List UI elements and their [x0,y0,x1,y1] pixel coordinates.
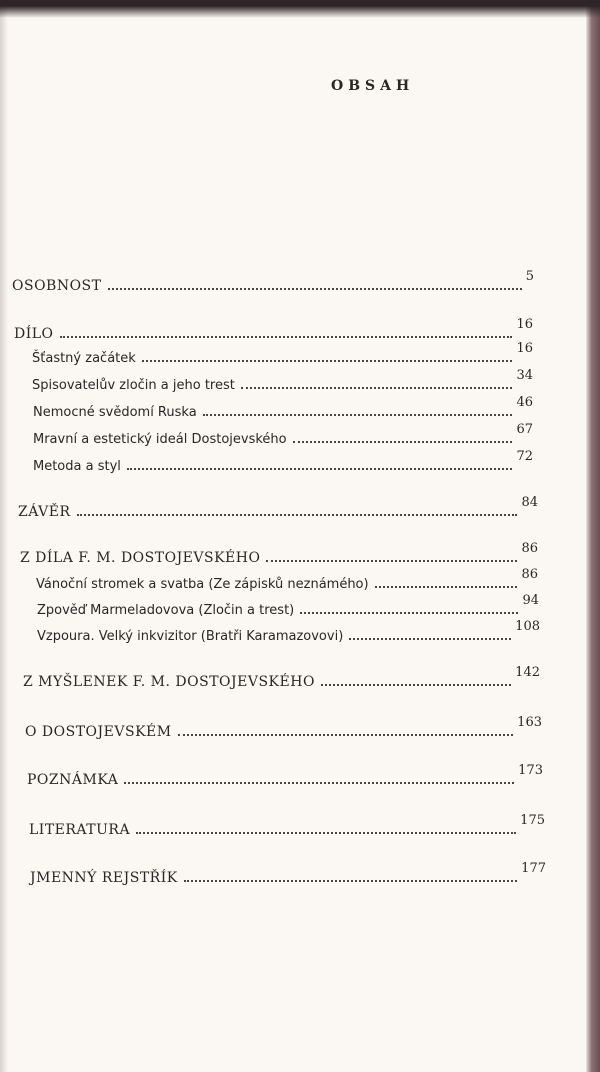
top-shadow [0,0,600,18]
toc-entry-osobnost [12,268,534,294]
toc-entry-label: Vánoční stromek a svatba (Ze zápisků neznámého) [36,577,369,592]
toc-entry-label: LITERATURA [29,822,131,838]
toc-entry-page: 34 [516,368,533,383]
toc-entry-label: OSOBNOST [12,278,102,294]
toc-entry-vanocni-stromek [36,566,538,592]
dot-leader [77,514,518,516]
toc-entry-label: Mravní a estetický ideál Dostojevského [33,432,287,447]
toc-entry-label: Nemocné svědomí Ruska [33,405,197,420]
toc-entry-page: 163 [517,715,542,730]
toc-entry-label: O DOSTOJEVSKÉM [25,724,172,740]
dot-leader [241,387,513,389]
toc-entry-page: 16 [516,341,533,356]
toc-entry-page: 5 [525,269,534,284]
toc-entry-page: 86 [521,567,538,582]
dot-leader [375,586,518,588]
dot-leader [142,360,513,362]
dot-leader [349,638,511,640]
dot-leader [136,832,516,834]
toc-entry-label: Metoda a styl [33,459,121,474]
toc-entry-label: POZNÁMKA [27,772,119,788]
toc-entry-label: Z DÍLA F. M. DOSTOJEVSKÉHO [20,550,261,566]
toc-entry-page: 16 [516,317,533,332]
toc-entry-metoda-a-styl [33,448,533,474]
dot-leader [127,468,513,470]
toc-entry-page: 177 [521,861,546,876]
dot-leader [124,782,514,784]
toc-entry-label: JMENNÝ REJSTŘÍK [30,870,178,886]
toc-entry-spisovateluv-zlocin [32,367,533,393]
toc-title: OBSAH [331,78,415,94]
toc-entry-stastny-zacatek [32,340,533,366]
toc-entry-jmenny-rejstrik [30,860,546,886]
book-spine [586,0,600,1072]
toc-entry-page: 173 [518,763,543,778]
toc-entry-page: 94 [522,593,539,608]
toc-entry-label: Spisovatelův zločin a jeho trest [32,378,235,393]
toc-entry-label: Vzpoura. Velký inkvizitor (Bratři Karamazovovi) [37,629,344,644]
toc-entry-mravni-ideal [33,421,533,447]
toc-entry-nemocne-svedomi [33,394,533,420]
toc-entry-page: 86 [521,541,538,556]
toc-entry-literatura [29,812,545,838]
dot-leader [203,414,513,416]
toc-entry-page: 84 [521,495,538,510]
toc-entry-o-dostojevskem [25,714,542,740]
toc-entry-z-myslenek [23,664,540,690]
toc-entry-page: 142 [515,665,540,680]
toc-entry-page: 175 [520,813,545,828]
toc-entry-z-dila [20,540,538,566]
toc-entry-dilo [14,316,533,342]
dot-leader [60,336,513,338]
dot-leader [293,441,513,443]
toc-entry-page: 67 [516,422,533,437]
toc-entry-poznamka [27,762,543,788]
toc-entry-zpoved-marmeladovova [37,592,539,618]
toc-entry-vzpoura [37,618,540,644]
dot-leader [266,560,517,562]
toc-entry-label: DÍLO [14,326,54,342]
dot-leader [321,684,511,686]
toc-entry-label: Z MYŠLENEK F. M. DOSTOJEVSKÉHO [23,674,315,690]
toc-entry-zaver [18,494,538,520]
dot-leader [108,288,522,290]
page-left-edge [0,0,8,1072]
toc-entry-label: Šťastný začátek [32,351,136,366]
dot-leader [178,734,514,736]
toc-entry-label: ZÁVĚR [18,504,71,520]
toc-entry-page: 46 [516,395,533,410]
toc-entry-page: 108 [515,619,540,634]
dot-leader [300,612,518,614]
toc-entry-label: Zpověď Marmeladovova (Zločin a trest) [37,603,295,618]
toc-entry-page: 72 [516,449,533,464]
dot-leader [184,880,517,882]
